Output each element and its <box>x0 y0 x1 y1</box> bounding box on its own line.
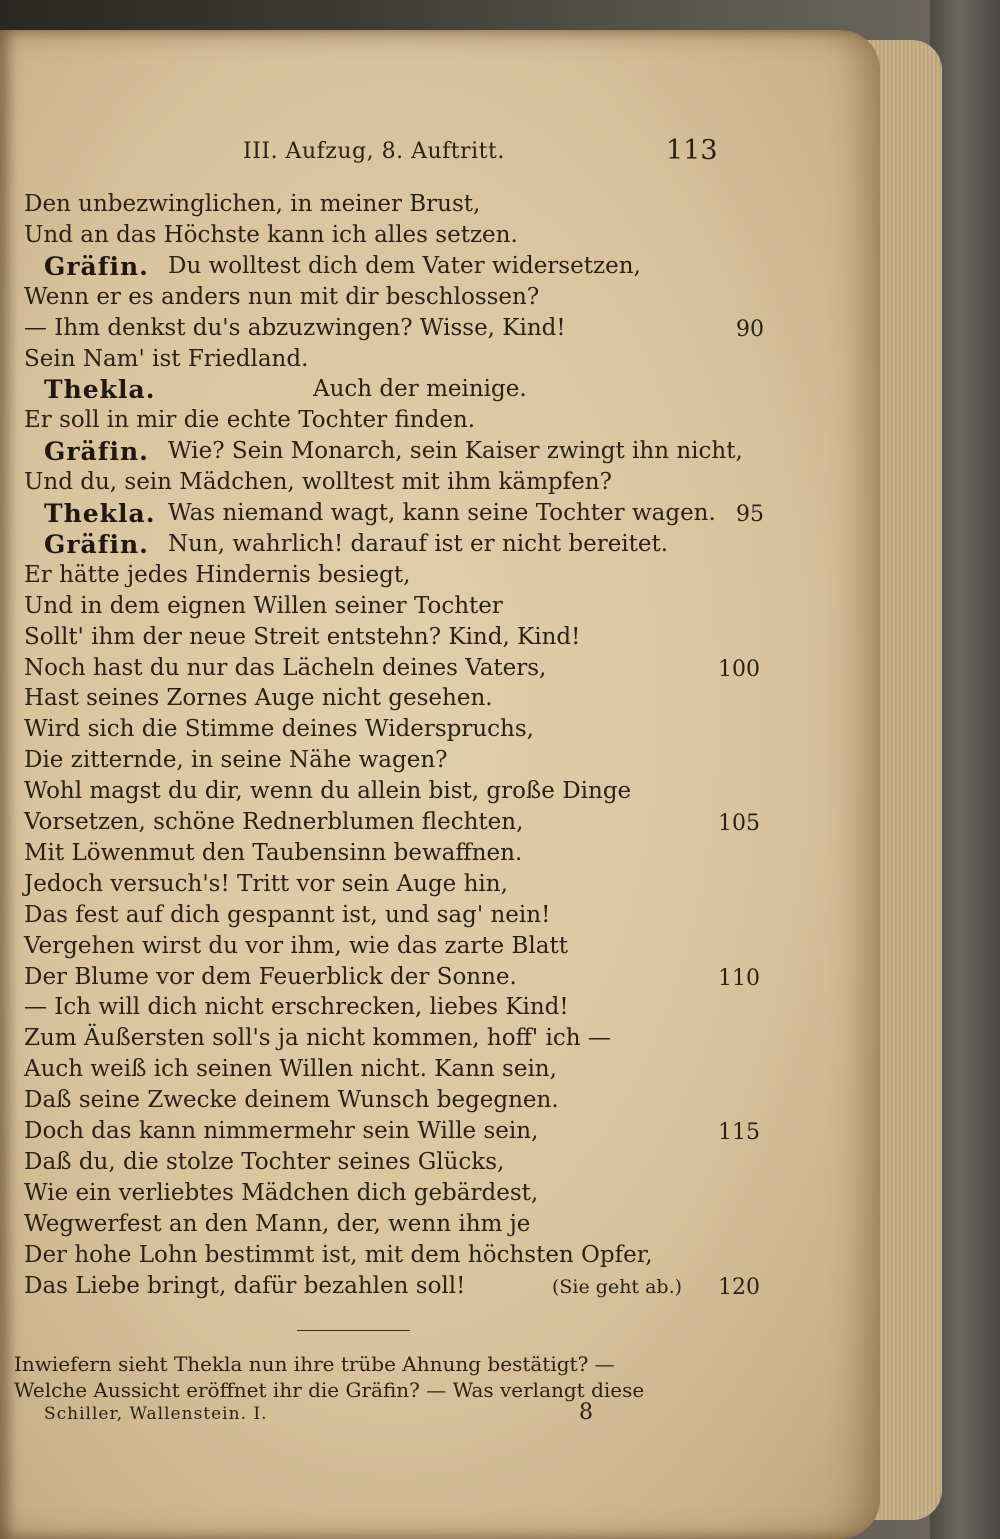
verse-text: Die zitternde, in seine Nähe wagen? <box>24 747 448 774</box>
verse-text: Den unbezwinglichen, in meiner Brust, <box>24 191 481 217</box>
verse-line <box>0 1210 880 1241</box>
verse-text: Das fest auf dich gespannt ist, und sag' nein! <box>24 901 551 928</box>
verse-text: Wenn er es anders nun mit dir beschlossen? <box>24 283 540 310</box>
footnote-line-1: Inwiefern sieht Thekla nun ihre trübe Ahnung bestätigt? — <box>14 1352 615 1376</box>
verse-line <box>0 468 880 499</box>
verse-text: Wie ein verliebtes Mädchen dich gebärdest, <box>24 1179 539 1206</box>
verse-line <box>0 221 880 252</box>
verse-line <box>0 1179 880 1210</box>
verse-line <box>0 1148 880 1179</box>
verse-line <box>0 684 880 715</box>
verse-line <box>0 839 880 870</box>
footnote-line-2: Welche Aussicht eröffnet ihr die Gräfin? — Was verlangt diese <box>14 1378 645 1402</box>
verse-line <box>0 654 880 685</box>
verse-line <box>0 777 880 808</box>
verse-text: Daß seine Zwecke deinem Wunsch begegnen. <box>24 1087 559 1114</box>
verse-text: Du wolltest dich dem Vater widersetzen, <box>168 252 641 279</box>
verse-text: Auch der meinige. <box>313 376 527 403</box>
verse-text: Und an das Höchste kann ich alles setzen. <box>24 221 518 248</box>
verse-line <box>0 314 880 345</box>
footnote-rule <box>297 1330 410 1331</box>
speaker-name: Gräfin. <box>44 251 149 281</box>
verse-text: Er hätte jedes Hindernis besiegt, <box>24 561 411 588</box>
page-header <box>0 133 880 173</box>
verse-text: Vorsetzen, schöne Rednerblumen flechten, <box>24 809 524 835</box>
verse-text: Wie? Sein Monarch, sein Kaiser zwingt ihn nicht, <box>168 438 743 465</box>
verse-text: Hast seines Zornes Auge nicht gesehen. <box>24 685 493 712</box>
verse-text: Zum Äußersten soll's ja nicht kommen, hoff' ich — <box>24 1025 611 1052</box>
verse-line <box>0 623 880 654</box>
verse-text: Das Liebe bringt, dafür bezahlen soll! <box>24 1272 466 1299</box>
verse-line <box>0 1024 880 1055</box>
speaker-name: Gräfin. <box>44 529 149 559</box>
verse-text: Sollt' ihm der neue Streit entstehn? Kind, Kind! <box>24 623 581 650</box>
verse-text: — Ich will dich nicht erschrecken, liebes Kind! <box>24 994 569 1021</box>
verse-text: Mit Löwenmut den Taubensinn bewaffnen. <box>24 839 523 866</box>
line-number: 110 <box>718 965 760 991</box>
line-number: 90 <box>736 316 764 342</box>
verse-line <box>0 993 880 1024</box>
verse-line <box>0 252 880 283</box>
page-number: 113 <box>666 135 718 166</box>
verse-text: Sein Nam' ist Friedland. <box>24 345 309 372</box>
verse-line <box>0 1086 880 1117</box>
verse-line <box>0 345 880 376</box>
verse-text: Noch hast du nur das Lächeln deines Vaters, <box>24 654 547 681</box>
line-number: 115 <box>718 1120 760 1145</box>
verse-text: Vergehen wirst du vor ihm, wie das zarte Blatt <box>24 932 568 959</box>
verse-text: Auch weiß ich seinen Willen nicht. Kann sein, <box>24 1056 557 1083</box>
verse-line <box>0 561 880 592</box>
verse-line <box>0 499 880 530</box>
verse-text: Der hohe Lohn bestimmt ist, mit dem höchsten Opfer, <box>24 1241 653 1268</box>
line-number: 95 <box>736 502 764 527</box>
verse-text: Und du, sein Mädchen, wolltest mit ihm kämpfen? <box>24 469 612 496</box>
verse-text: Jedoch versuch's! Tritt vor sein Auge hin, <box>24 870 508 897</box>
verse-text: — Ihm denkst du's abzuzwingen? Wisse, Kind! <box>24 314 566 341</box>
running-head: III. Aufzug, 8. Auftritt. <box>243 139 505 164</box>
verse-text: Nun, wahrlich! darauf ist er nicht bereitet. <box>168 530 669 557</box>
verse-text: Er soll in mir die echte Tochter finden. <box>24 407 476 434</box>
verse-line <box>0 190 880 221</box>
verse-text: Daß du, die stolze Tochter seines Glücks, <box>24 1148 505 1175</box>
speaker-name: Gräfin. <box>44 437 149 467</box>
speaker-name: Thekla. <box>44 375 156 405</box>
verse-line <box>0 375 880 406</box>
verse-line <box>0 437 880 468</box>
verse-line <box>0 715 880 746</box>
verse-text: Wegwerfest an den Mann, der, wenn ihm je <box>24 1210 531 1237</box>
line-number: 105 <box>718 811 760 836</box>
verse-line <box>0 746 880 777</box>
verse-line <box>0 901 880 932</box>
verse-line <box>0 1117 880 1148</box>
verse-line <box>0 530 880 561</box>
verse-line <box>0 870 880 901</box>
verse-line <box>0 283 880 314</box>
verse-line <box>0 932 880 963</box>
verse-text: Doch das kann nimmermehr sein Wille sein, <box>24 1118 539 1144</box>
sheet-number: 8 <box>579 1400 593 1425</box>
verse-text: Und in dem eignen Willen seiner Tochter <box>24 592 503 619</box>
verse-text: Was niemand wagt, kann seine Tochter wagen. <box>168 500 716 526</box>
verse-line <box>0 1241 880 1272</box>
verse-line <box>0 963 880 994</box>
verse-text: Wohl magst du dir, wenn du allein bist, große Dinge <box>24 778 632 805</box>
line-number: 100 <box>718 656 760 682</box>
verse-text: Wird sich die Stimme deines Widerspruchs, <box>24 716 534 743</box>
speaker-name: Thekla. <box>44 499 156 528</box>
verse-line <box>0 1272 880 1303</box>
verse-line <box>0 808 880 839</box>
verse-line <box>0 1055 880 1086</box>
line-number: 120 <box>718 1274 760 1300</box>
stage-direction: (Sie geht ab.) <box>552 1275 683 1298</box>
signature-mark: Schiller, Wallenstein. I. <box>44 1404 268 1424</box>
verse-line <box>0 406 880 437</box>
verse-text: Der Blume vor dem Feuerblick der Sonne. <box>24 963 517 990</box>
verse-line <box>0 592 880 623</box>
